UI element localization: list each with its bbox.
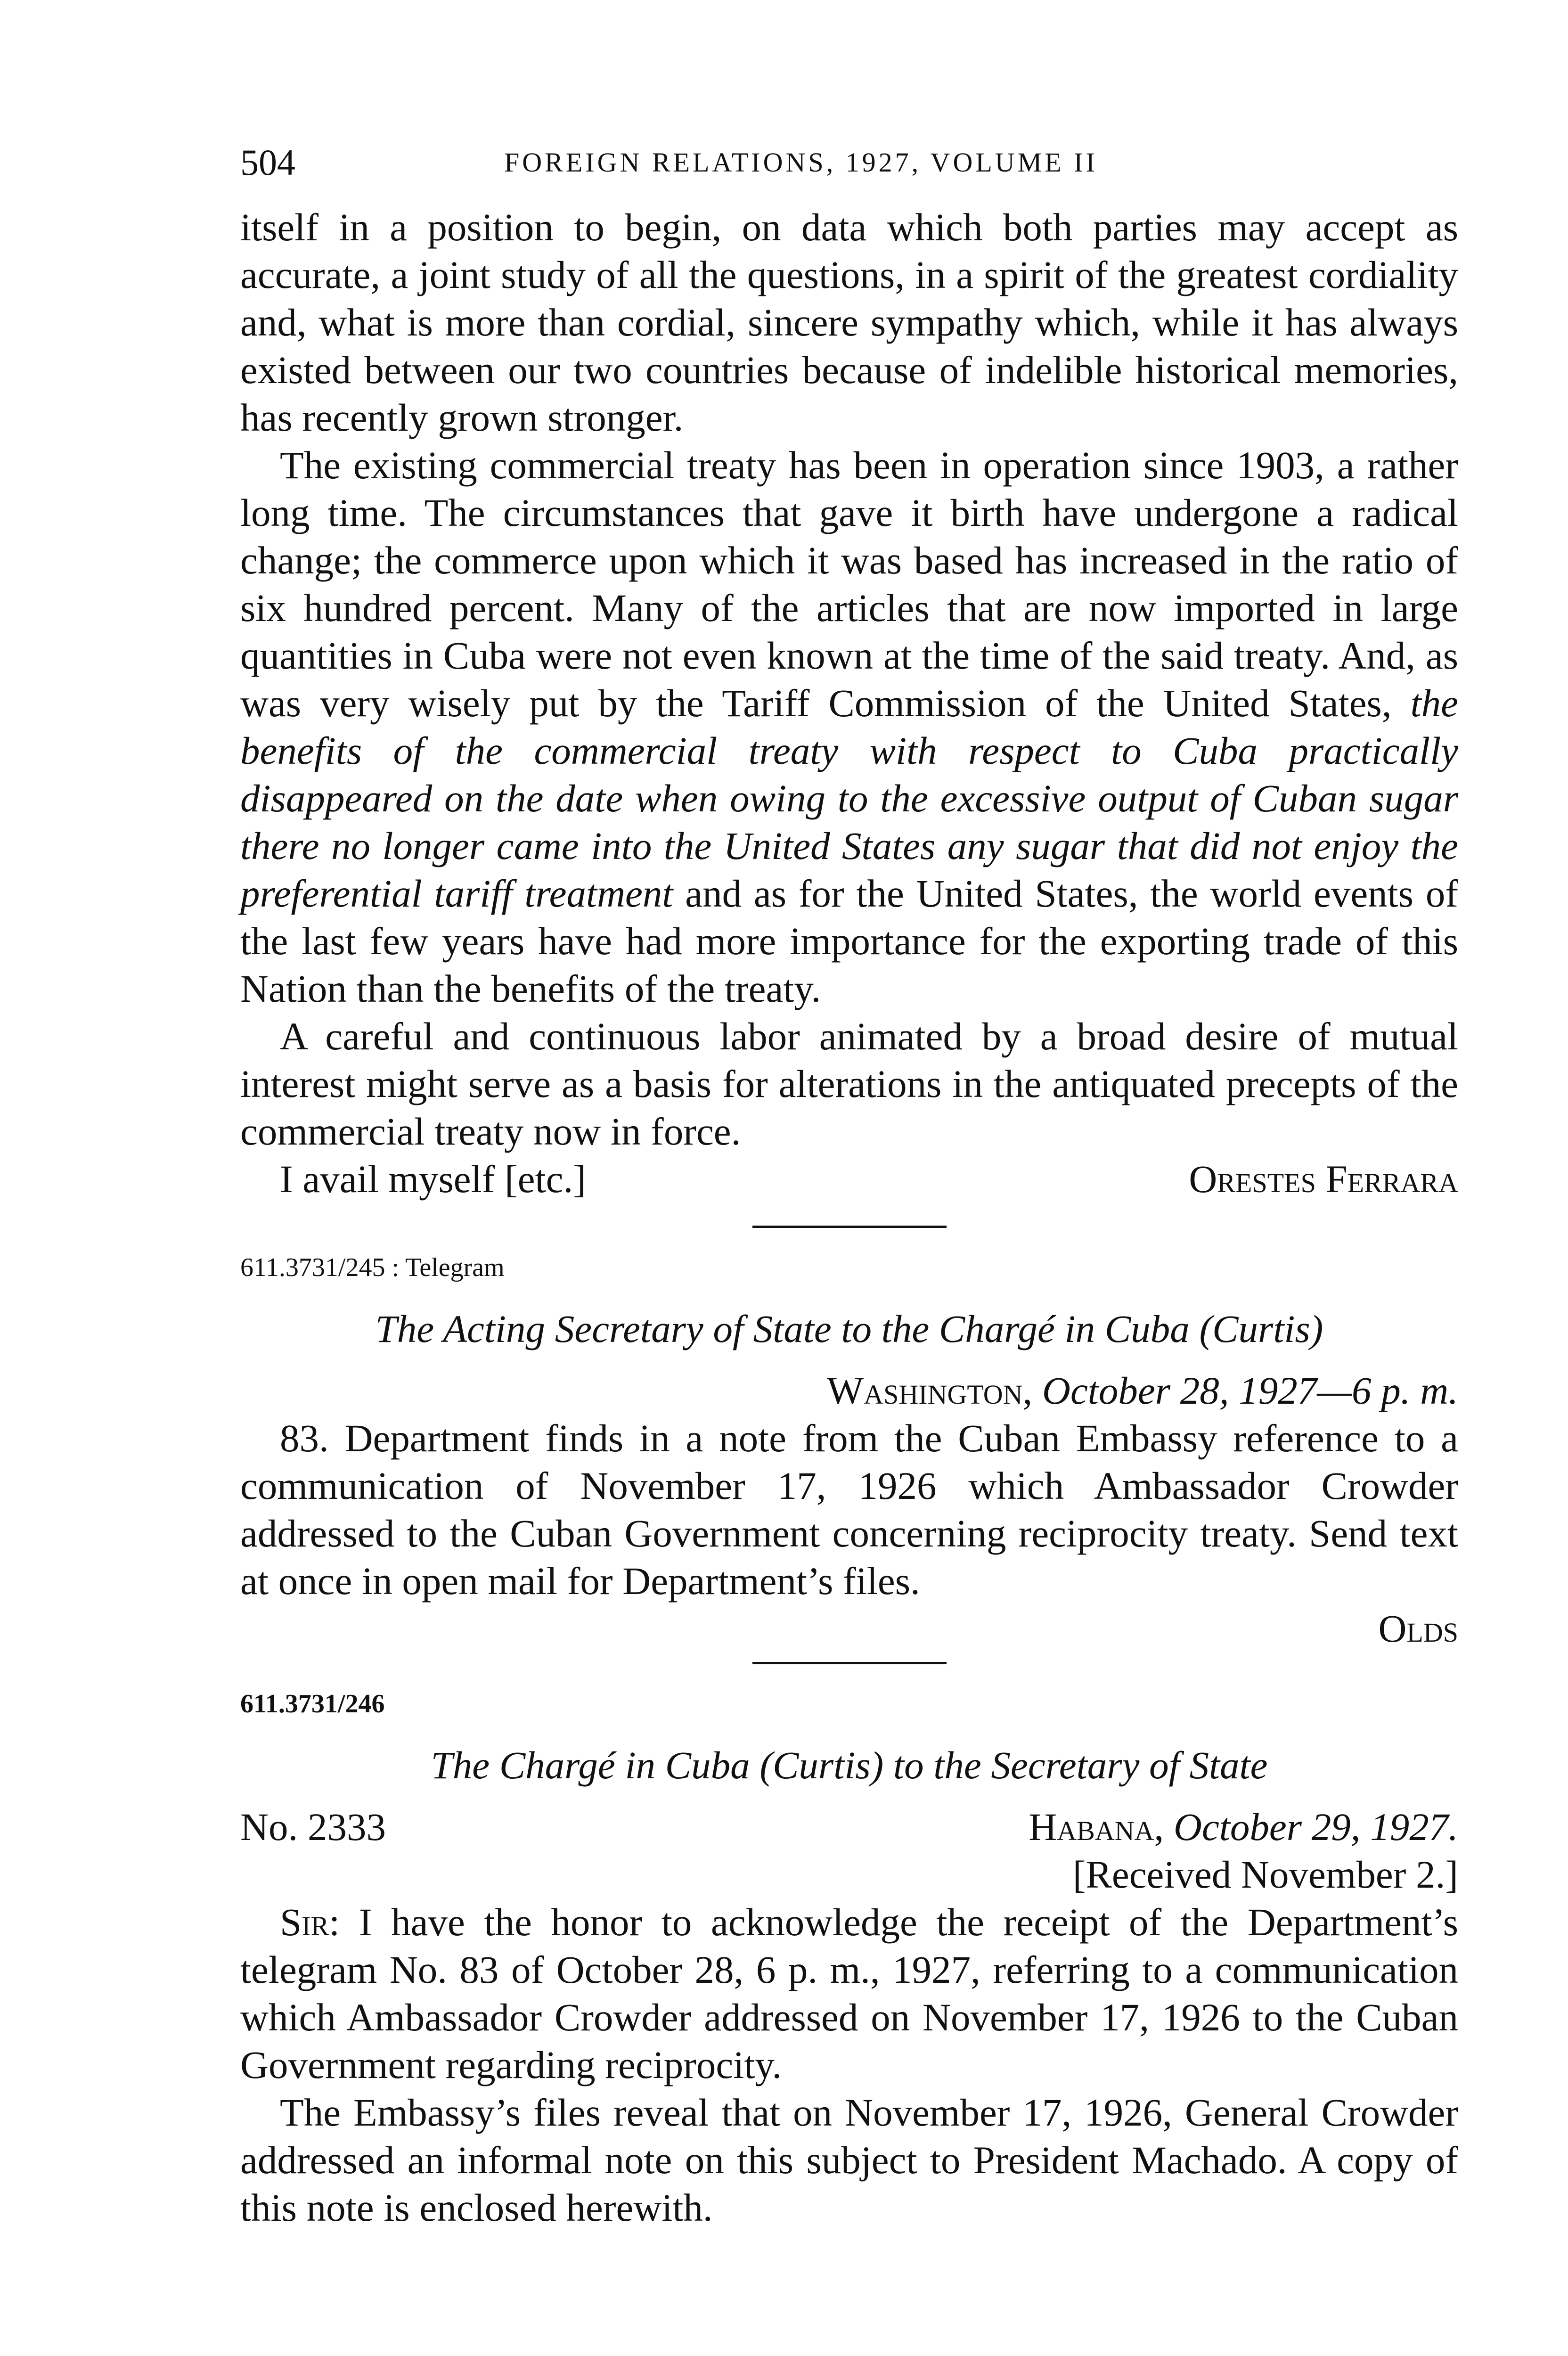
closing-text: I avail myself [etc.] [280, 1157, 586, 1201]
file-number: 611.3731/245 : Telegram [240, 1253, 505, 1282]
page-number: 504 [240, 142, 295, 183]
signature: Olds [1378, 1607, 1458, 1650]
number-dateline [240, 1803, 1458, 1851]
document-heading: The Chargé in Cuba (Curtis) to the Secretary of State [431, 1743, 1268, 1787]
paragraph: itself in a position to begin, on data which both parties may accept as accurate, a joint study of all the questions, in a spirit of the greatest cordiality and, what is more than cordial, sincere sympathy which, while it has always existed between our two countries because of indelible historical memories, has recently grown stronger. [240, 205, 1458, 439]
dateline [240, 1367, 1458, 1415]
paragraph: 83. Department finds in a note from the Cuban Embassy reference to a communication of November 17, 1926 which Ambassador Crowder addressed to the Cuban Government concerning reciprocity treaty. Send text at once in open mail for Department’s files. [240, 1416, 1458, 1603]
file-number: 611.3731/246 [240, 1689, 385, 1718]
despatch-number: No. 2333 [240, 1805, 386, 1849]
paragraph: A careful and continuous labor animated by a broad desire of mutual interest might serve as a basis for alterations in the antiquated precepts of the commercial treaty now in force. [240, 1014, 1458, 1153]
running-header [240, 137, 1458, 188]
signature: Orestes Ferrara [1189, 1157, 1458, 1201]
document-page [240, 137, 1458, 2232]
dateline-place: Washington, [826, 1369, 1033, 1412]
paragraph [240, 1898, 1458, 2089]
italic-quotation: the benefits of the commercial treaty with respect to Cuba practically disappeared on the date when owing to the excessive output of Cuban sugar there no longer came into the United States any sugar that did not enjoy the preferential tariff treatment [240, 681, 1458, 915]
running-title: FOREIGN RELATIONS, 1927, VOLUME II [504, 147, 1098, 178]
dateline-date: October 28, 1927—6 p. m. [1032, 1369, 1458, 1412]
paragraph-text: The existing commercial treaty has been in operation since 1903, a rather long time. The circumstances that gave it birth have undergone a radical change; the commerce upon which it was based has increased in the ratio of six hundred percent. Many of the articles that are now imported in large quantities in Cuba were not even known at the time of the said treaty. And, as was very wisely put by the Tariff Commission of the United States, [240, 443, 1458, 725]
dateline-date: October 29, 1927. [1164, 1805, 1458, 1849]
paragraph: The Embassy’s files reveal that on November 17, 1926, General Crowder addressed an informal note on this subject to President Machado. A copy of this note is enclosed herewith. [240, 2091, 1458, 2229]
paragraph-text: and as for the United States, the world events of the last few years have had more importance for the exporting trade of this Nation than the benefits of the treaty. [240, 872, 1458, 1010]
dateline-place: Habana, [1029, 1805, 1164, 1849]
paragraph [240, 442, 1458, 1013]
paragraph-text: I have the honor to acknowledge the receipt of the Department’s telegram No. 83 of October 28, 6 p. m., 1927, referring to a communication which Ambassador Crowder addressed on November 17, 1926 to the Cuban Government regarding reciprocity. [240, 1900, 1458, 2086]
received-note: [Received November 2.] [1072, 1853, 1458, 1896]
salutation: Sir: [280, 1900, 340, 1944]
closing-line [240, 1155, 1458, 1203]
dateline [1029, 1803, 1458, 1851]
document-heading: The Acting Secretary of State to the Chargé in Cuba (Curtis) [375, 1307, 1323, 1350]
